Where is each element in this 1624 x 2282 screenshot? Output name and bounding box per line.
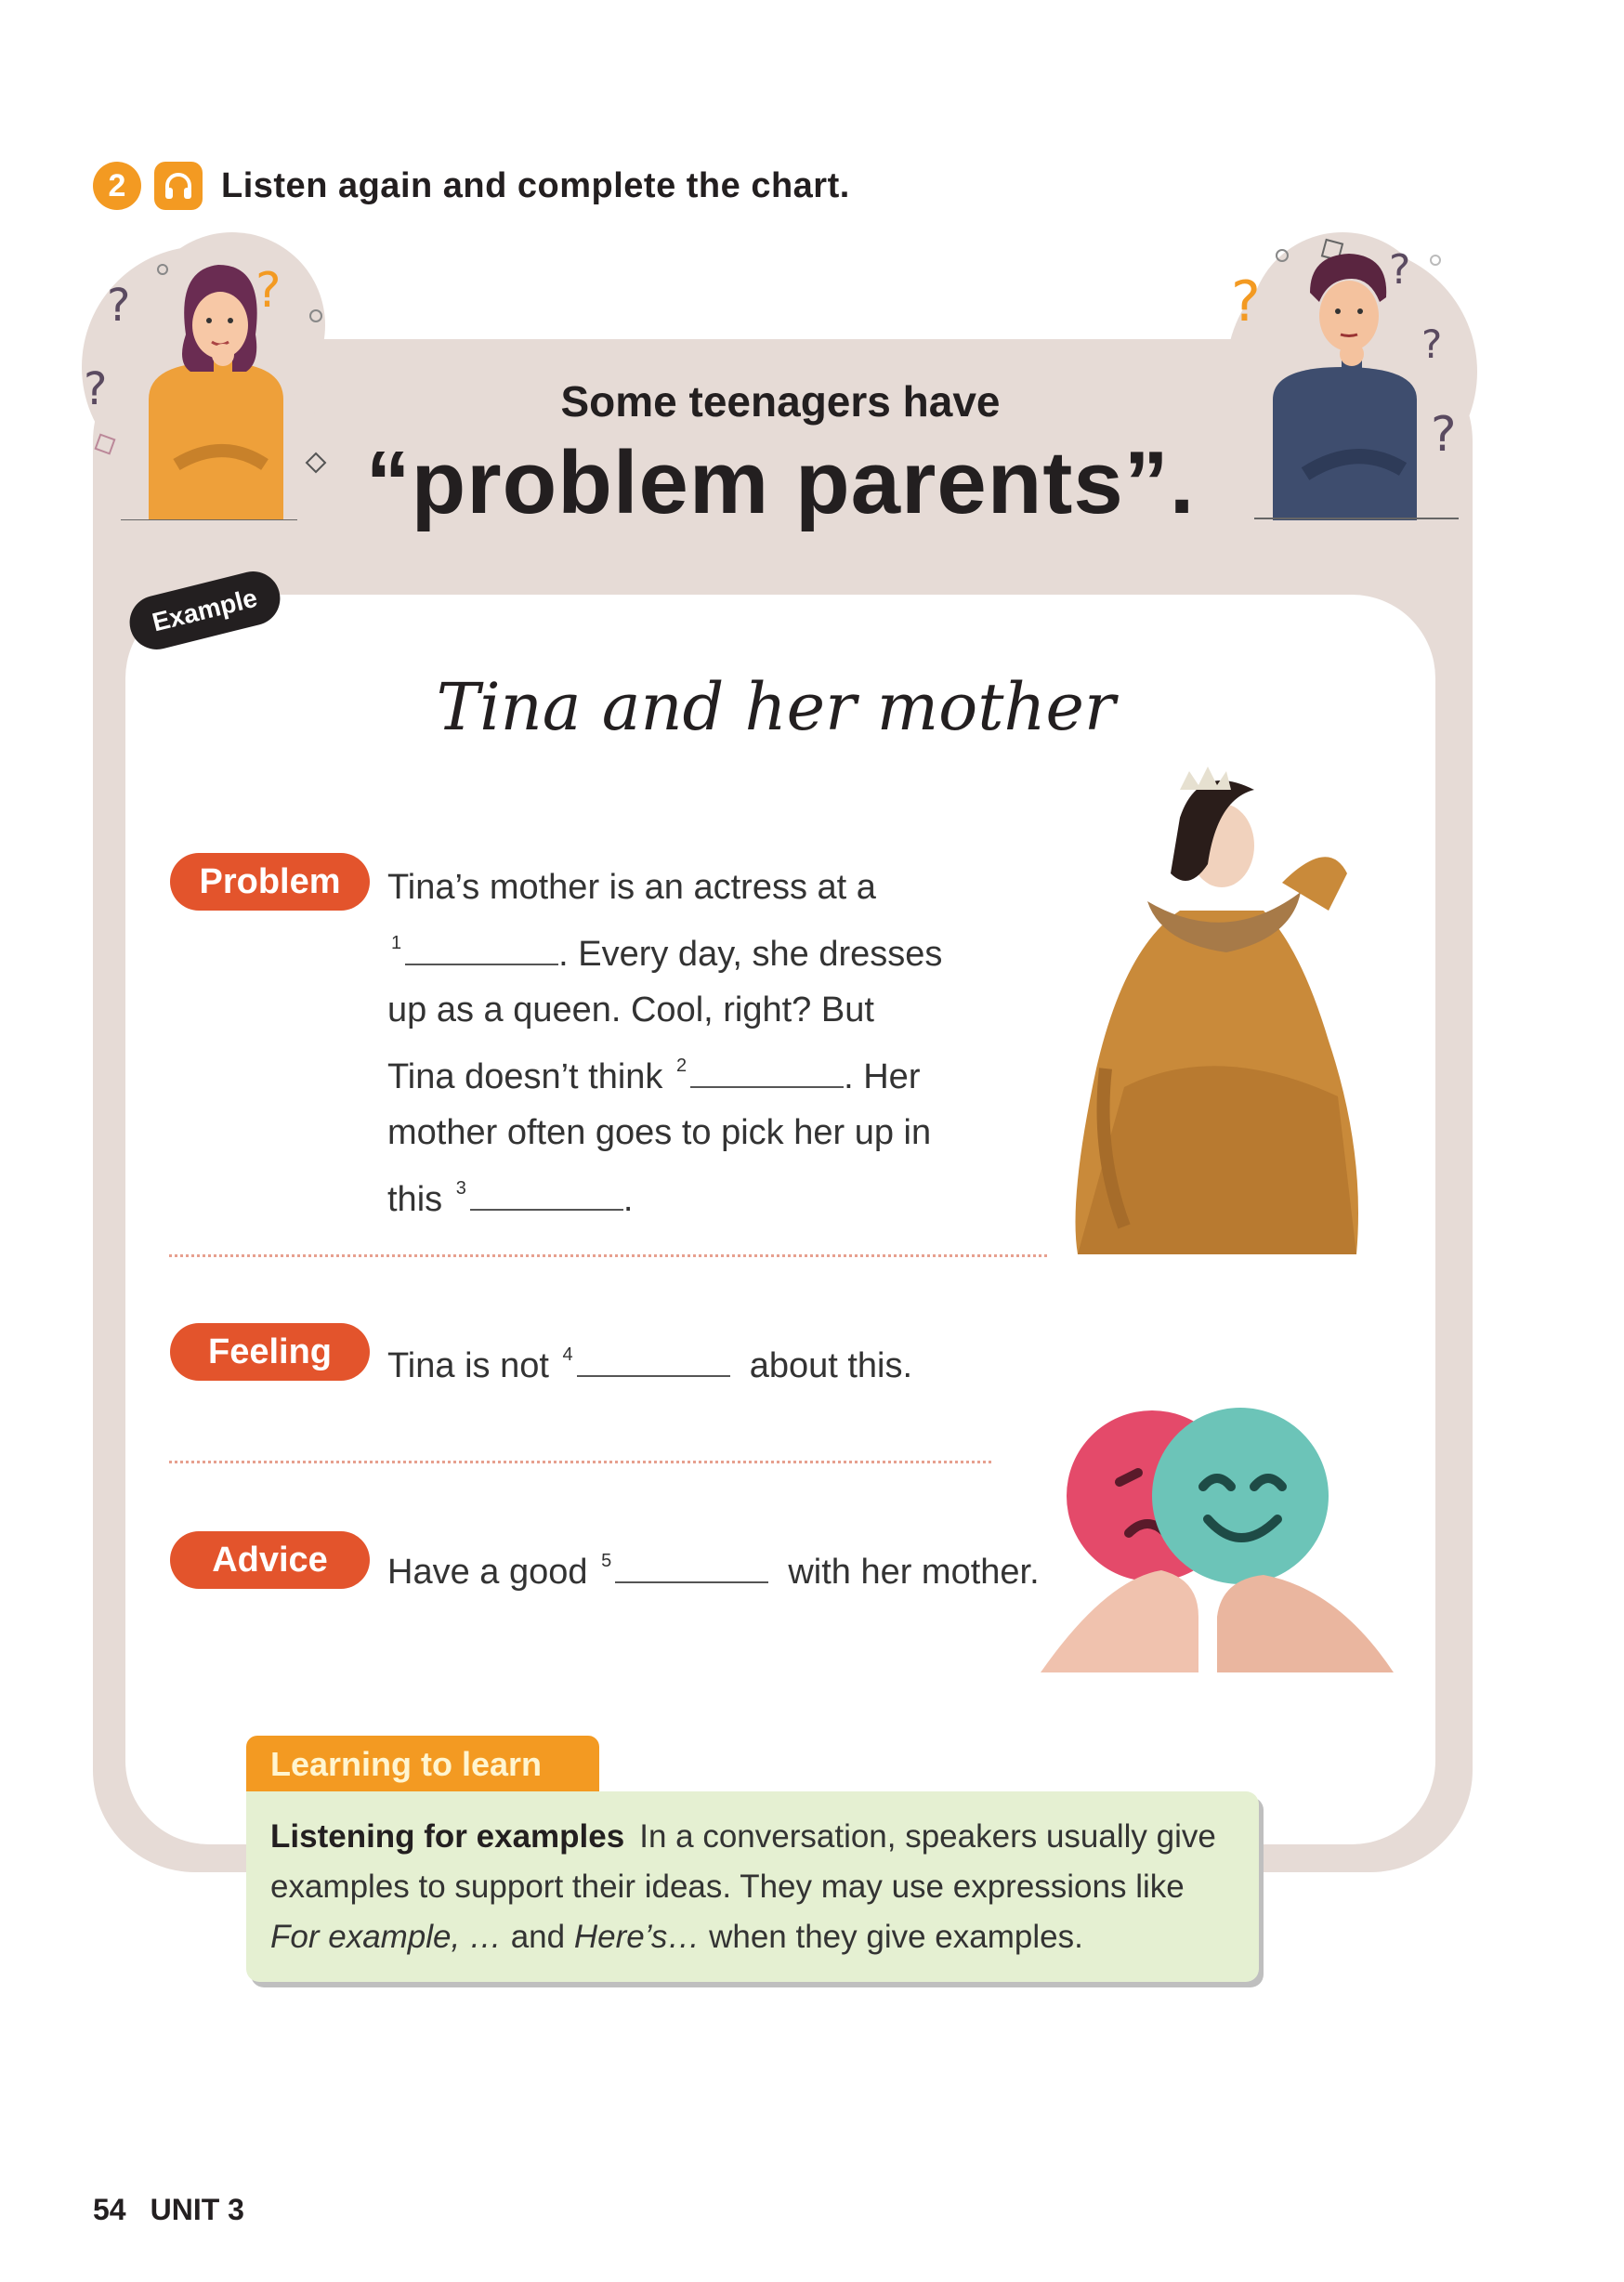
diamond-icon — [305, 452, 327, 474]
tip-example-1: For example, … — [270, 1919, 502, 1955]
section-divider — [169, 1254, 1047, 1257]
problem-line-5: mother often goes to pick her up in — [387, 1113, 932, 1152]
problem-line-3: up as a queen. Cool, right? But — [387, 990, 874, 1030]
svg-text:?: ? — [1431, 407, 1457, 463]
svg-text:?: ? — [84, 363, 108, 415]
answer-blank-3[interactable] — [470, 1183, 623, 1211]
svg-text:?: ? — [1389, 246, 1411, 294]
feeling-text-end: about this. — [749, 1346, 913, 1385]
problem-line-4 — [387, 1038, 1038, 1105]
example-tag: Example — [124, 566, 285, 655]
problem-line-6-text: this — [387, 1180, 443, 1219]
blank-number-4: 4 — [562, 1344, 573, 1365]
learning-to-learn-box — [246, 1791, 1259, 1982]
instruction-row — [93, 160, 850, 212]
feeling-text-start: Tina is not — [387, 1346, 549, 1385]
blank-number-1: 1 — [391, 933, 402, 953]
answer-blank-2[interactable] — [690, 1060, 844, 1088]
problem-line-2 — [387, 915, 1038, 982]
problem-line-4-text: Tina doesn’t think — [387, 1057, 663, 1096]
problem-line-1: Tina’s mother is an actress at a — [387, 868, 876, 907]
header-title: “problem parents”. — [365, 433, 1196, 532]
advice-text — [387, 1533, 1040, 1600]
svg-text:?: ? — [255, 263, 282, 319]
blank-number-3: 3 — [455, 1178, 466, 1199]
tip-heading: Listening for examples — [270, 1818, 625, 1855]
advice-label: Advice — [170, 1531, 370, 1589]
svg-text:?: ? — [1421, 321, 1443, 367]
page-number: 54 — [93, 2193, 126, 2226]
unit-label: UNIT 3 — [150, 2193, 244, 2226]
feeling-text — [387, 1327, 912, 1394]
problem-text — [387, 859, 1038, 1227]
problem-line-6 — [387, 1161, 1038, 1227]
emotion-faces-photo — [1041, 1394, 1394, 1672]
section-divider — [169, 1461, 991, 1463]
advice-text-end: with her mother. — [788, 1553, 1040, 1592]
tip-example-2: Here’s… — [573, 1919, 701, 1955]
svg-text:?: ? — [1231, 269, 1261, 334]
answer-blank-5[interactable] — [615, 1555, 768, 1583]
header-subtitle: Some teenagers have — [560, 377, 1001, 426]
exercise-number: 2 — [93, 162, 141, 210]
problem-line-4-end: . Her — [844, 1057, 921, 1096]
learning-to-learn-tab: Learning to learn — [246, 1736, 599, 1793]
advice-text-start: Have a good — [387, 1553, 588, 1592]
thinking-woman-illustration — [84, 251, 325, 520]
blank-number-2: 2 — [676, 1056, 688, 1076]
headphones-icon[interactable] — [154, 162, 203, 210]
answer-blank-1[interactable] — [405, 938, 558, 965]
feeling-label: Feeling — [170, 1323, 370, 1381]
problem-label: Problem — [170, 853, 370, 911]
svg-text:?: ? — [107, 280, 131, 332]
tip-text-2: when they give examples. — [709, 1919, 1083, 1955]
tip-text-1: In a conversation, speakers usually give examples to support their ideas. They may use expressions like — [270, 1818, 1216, 1905]
instruction-text: Listen again and complete the chart. — [221, 165, 850, 205]
tip-and: and — [510, 1919, 566, 1955]
problem-line-6-end: . — [622, 1180, 634, 1219]
actress-queen-photo — [1068, 762, 1384, 1264]
blank-number-5: 5 — [601, 1551, 612, 1571]
story-title: Tina and her mother — [436, 669, 1116, 745]
answer-blank-4[interactable] — [577, 1349, 730, 1377]
thinking-man-illustration — [1217, 237, 1482, 520]
problem-line-2-text: . Every day, she dresses — [558, 935, 943, 974]
page-footer — [93, 2193, 244, 2227]
